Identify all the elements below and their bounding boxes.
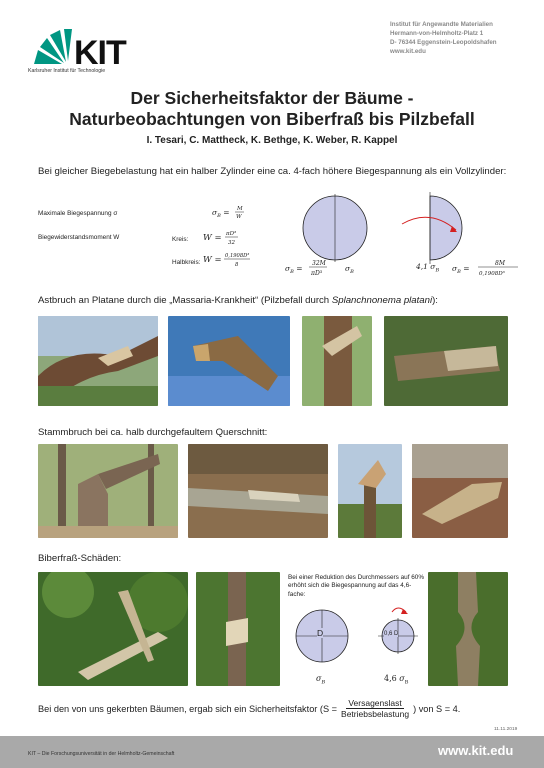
svg-text:πD³: πD³	[226, 231, 237, 237]
svg-text:8: 8	[235, 262, 239, 268]
footer-url[interactable]: www.kit.edu	[438, 743, 514, 758]
formula-full	[285, 256, 365, 278]
title-line: Naturbeobachtungen von Biberfraß bis Pilzbefall	[69, 109, 475, 129]
photo-beaver-1	[38, 572, 188, 686]
half-cylinder	[430, 196, 462, 260]
poster-date: 11.11.2019	[494, 727, 518, 732]
formula-block	[200, 200, 280, 272]
biber-note: Bei einer Reduktion des Durchmessers auf 60% erhöht sich die Biegespannung auf das 4,6-fache:	[288, 574, 425, 598]
safety-factor-fraction: Versagenslast Betriebsbelastung	[341, 698, 410, 719]
svg-text:0,1908D³: 0,1908D³	[479, 271, 505, 277]
address-line: D- 76344 Eggenstein-Leopoldshafen	[390, 39, 497, 46]
svg-text:W =: W =	[203, 233, 222, 243]
intro-text: Bei gleicher Biegebelastung hat ein halber Zylinder eine ca. 4-fach höhere Biegespannung als ein Vollzylinder:	[38, 166, 507, 177]
address-line: Hermann-von-Helmholtz-Platz 1	[390, 30, 484, 37]
photo-beaver-3	[428, 572, 508, 686]
svg-text:σB =: $\sigma_B$ =	[452, 264, 470, 275]
photo-trunk-break-3	[338, 444, 402, 538]
section-heading-astbruch: Astbruch an Platane durch die „Massaria-Krankheit“ (Pilzbefall durch Splanchnonema platani):	[38, 295, 438, 306]
svg-text:σB =: $\sigma_B$ =	[212, 208, 230, 219]
svg-text:32M: 32M	[312, 260, 326, 267]
photo-trunk-break-1	[38, 444, 178, 538]
label-diameter-d: D	[317, 628, 324, 638]
address-line: Institut für Angewandte Materialien	[390, 21, 493, 28]
svg-text:0,1908D³: 0,1908D³	[225, 253, 250, 259]
section-heading-stammbruch: Stammbruch bei ca. halb durchgefaultem Querschnitt:	[38, 427, 268, 438]
kit-logo-subtitle: Karlsruher Institut für Technologie	[28, 68, 106, 74]
footer-text: KIT – Die Forschungsuniversität in der Helmholtz-Gemeinschaft	[28, 751, 175, 757]
svg-text:M: M	[237, 206, 243, 212]
section-heading-biber: Biberfraß-Schäden:	[38, 553, 122, 564]
photo-trunk-break-4	[412, 444, 508, 538]
kit-logo	[28, 20, 158, 78]
photo-branch-break-3	[302, 316, 372, 406]
formula-half	[452, 256, 542, 278]
photo-trunk-break-2	[188, 444, 328, 538]
svg-text:σB =: $\sigma_B$ =	[285, 264, 303, 275]
label-max-stress: Maximale Biegespannung σ	[38, 210, 118, 217]
address-link[interactable]: www.kit.edu	[390, 48, 426, 55]
conclusion: Bei den von uns gekerbten Bäumen, ergab sich ein Sicherheitsfaktor (S = Versagenslast Betriebsbelastung ) von S = 4.	[38, 698, 461, 719]
rotation-arrow-icon	[401, 609, 408, 614]
factor-label: 4,1 $\sigma_B$	[416, 262, 440, 274]
svg-text:8M: 8M	[495, 260, 505, 267]
label-diameter-06d: 0,6 D	[384, 631, 399, 637]
label-half-circle: Halbkreis:	[172, 259, 201, 266]
sigma-right: 4,6 $\sigma_B$	[384, 674, 409, 686]
svg-text:W =: W =	[203, 255, 222, 265]
svg-text:σB: $\sigma_B$	[345, 264, 354, 275]
svg-text:32: 32	[228, 240, 235, 246]
kit-logo-text: KIT	[74, 34, 126, 72]
photo-branch-break-4	[384, 316, 508, 406]
title-line: Der Sicherheitsfaktor der Bäume -	[130, 88, 414, 108]
institute-address	[390, 20, 540, 56]
sigma-left: $\sigma_B$	[316, 674, 326, 686]
photo-beaver-2	[196, 572, 280, 686]
photo-branch-break-1	[38, 316, 158, 406]
authors: I. Tesari, C. Mattheck, K. Bethge, K. Weber, R. Kappel	[146, 135, 398, 146]
poster-title	[0, 88, 544, 130]
svg-text:W: W	[236, 214, 242, 220]
label-circle: Kreis:	[172, 236, 189, 243]
photo-branch-break-2	[168, 316, 290, 406]
label-section-modulus: Biegewiderstandsmoment W	[38, 234, 120, 241]
svg-text:πD³: πD³	[311, 270, 323, 277]
